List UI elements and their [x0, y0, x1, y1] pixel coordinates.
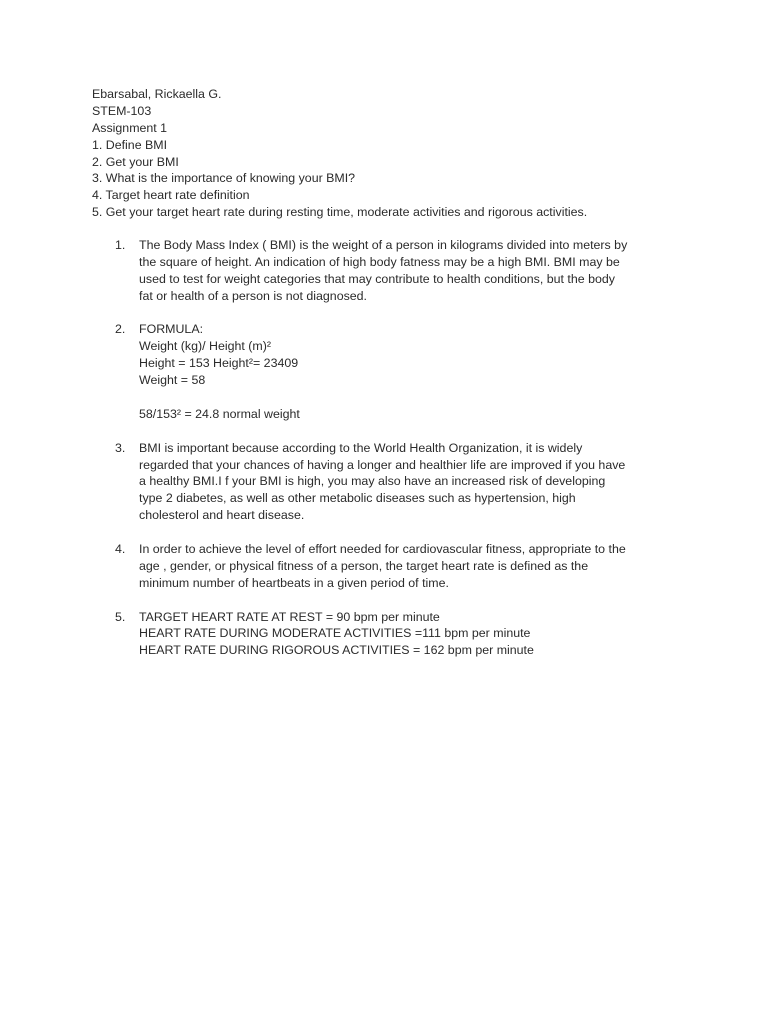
student-name: Ebarsabal, Rickaella G. — [92, 87, 222, 101]
answer-line: FORMULA: — [139, 322, 204, 337]
question-2: 2. Get your BMI — [92, 154, 179, 169]
answer-line: minimum number of heartbeats in a given period of time. — [139, 575, 449, 590]
answer-line: a healthy BMI.I f your BMI is high, you may also have an increased risk of developing — [139, 474, 606, 489]
answer-line: type 2 diabetes, as well as other metabolic diseases such as hypertension, high — [139, 491, 576, 506]
answer-line — [139, 389, 682, 406]
question-5: 5. Get your target heart rate during resting time, moderate activities and rigorous activities. — [92, 205, 588, 220]
answer-number: 3. — [115, 440, 126, 455]
question-3: 3. What is the importance of knowing your BMI? — [92, 171, 356, 186]
answer-line: HEART RATE DURING MODERATE ACTIVITIES =111 bpm per minute — [139, 626, 531, 641]
answer-line: The Body Mass Index ( BMI) is the weight of a person in kilograms divided into meters by — [139, 238, 628, 252]
answer-line: In order to achieve the level of effort needed for cardiovascular fitness, appropriate to the — [139, 542, 626, 557]
answers-list — [92, 237, 682, 676]
answer-number: 5. — [115, 609, 126, 624]
answer-line: regarded that your chances of having a longer and healthier life are improved if you have — [139, 457, 626, 472]
answer-2 — [92, 321, 682, 422]
question-1: 1. Define BMI — [92, 137, 168, 152]
answer-5 — [92, 609, 682, 660]
answer-number: 1. — [115, 238, 126, 252]
answer-line: Weight (kg)/ Height (m)² — [139, 339, 271, 354]
answer-1 — [92, 237, 682, 305]
answer-line: the square of height. An indication of high body fatness may be a high BMI. BMI may be — [139, 254, 620, 269]
question-4: 4. Target heart rate definition — [92, 188, 250, 203]
answer-number: 4. — [115, 542, 126, 557]
answer-line: 58/153² = 24.8 normal weight — [139, 406, 300, 421]
section-label: STEM-103 — [92, 103, 152, 118]
answer-line: HEART RATE DURING RIGOROUS ACTIVITIES = 162 bpm per minute — [139, 643, 534, 658]
answer-4 — [92, 541, 682, 592]
document-header — [92, 86, 732, 221]
answer-number: 2. — [115, 322, 126, 337]
answer-3 — [92, 440, 682, 524]
answer-line: fat or health of a person is not diagnosed. — [139, 288, 368, 303]
answer-line: TARGET HEART RATE AT REST = 90 bpm per minute — [139, 609, 440, 624]
answer-line: cholesterol and heart disease. — [139, 508, 305, 523]
answer-line: BMI is important because according to the World Health Organization, it is widely — [139, 440, 583, 455]
answer-line: used to test for weight categories that may contribute to health conditions, but the body — [139, 271, 615, 286]
answer-line: Height = 153 Height²= 23409 — [139, 356, 299, 371]
answer-line: age , gender, or physical fitness of a person, the target heart rate is defined as the — [139, 558, 589, 573]
answer-line: Weight = 58 — [139, 373, 206, 388]
assignment-title: Assignment 1 — [92, 120, 168, 135]
